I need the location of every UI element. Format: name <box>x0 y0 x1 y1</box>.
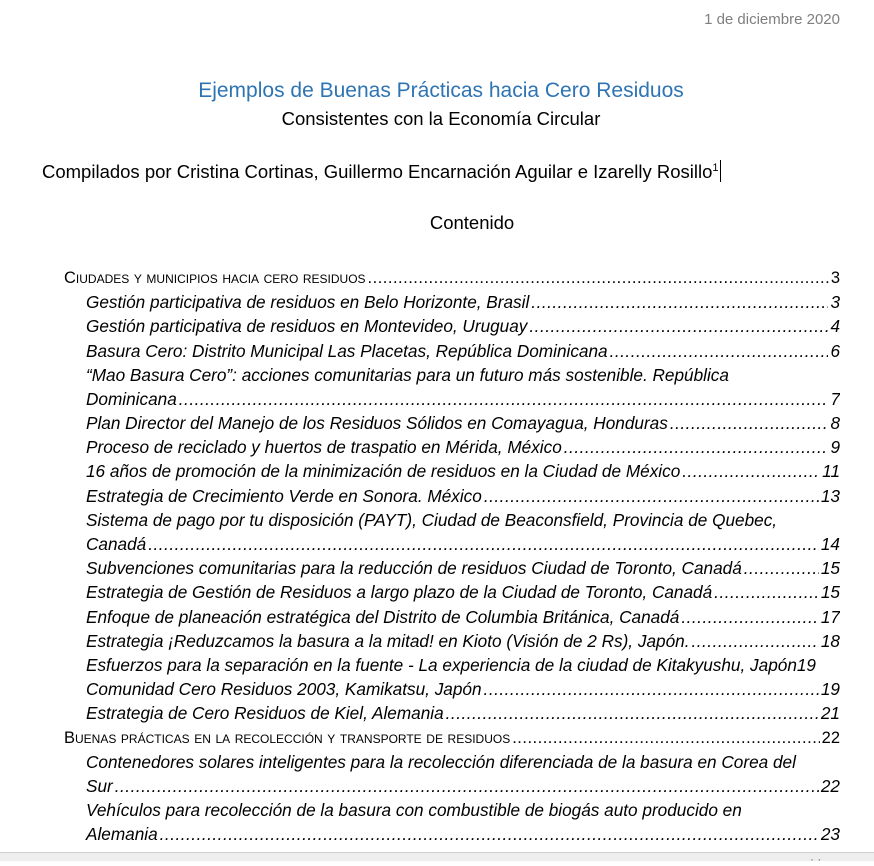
toc-page-number: 9 <box>830 437 840 458</box>
toc-page-number: 14 <box>820 534 840 555</box>
toc-entry-title: Ciudades y municipios hacia cero residuos <box>64 268 366 287</box>
toc-page-number: 22 <box>820 775 840 796</box>
toc-entry-title: Enfoque de planeación estratégica del Distrito de Columbia Británica, Canadá <box>86 606 680 627</box>
toc-entry-title: Estrategia de Gestión de Residuos a largo plazo de la Ciudad de Toronto, Canadá <box>86 582 713 603</box>
toc-entry-title: Gestión participativa de residuos en Montevideo, Uruguay <box>86 316 528 337</box>
dot-leader <box>512 726 819 750</box>
toc-section-entry[interactable] <box>64 726 840 750</box>
toc-heading: Contenido <box>429 212 515 233</box>
dot-leader <box>670 411 829 435</box>
dot-leader <box>681 605 819 629</box>
toc-entry[interactable] <box>64 798 840 822</box>
toc-page-number: 22 <box>821 728 840 747</box>
toc-entry[interactable] <box>64 556 840 580</box>
toc-entry[interactable] <box>64 363 840 387</box>
toc-entry[interactable] <box>64 314 840 338</box>
toc-entry[interactable] <box>64 750 840 774</box>
toc-page-number: 4 <box>830 316 840 337</box>
toc-entry[interactable] <box>64 387 840 411</box>
toc-entry-title: Canadá <box>86 534 147 555</box>
toc-entry-title: Estrategia de Cero Residuos de Kiel, Alemania <box>86 703 444 724</box>
toc-entry-title: Subvenciones comunitarias para la reducción de residuos Ciudad de Toronto, Canadá <box>86 558 742 579</box>
dot-leader <box>691 629 818 653</box>
toc-entry-title: Buenas prácticas en la recolección y transporte de residuos <box>64 728 511 747</box>
toc-page-number: 23 <box>820 824 840 845</box>
toc-entry[interactable] <box>64 677 840 701</box>
dot-leader <box>179 387 829 411</box>
dot-leader <box>446 701 819 725</box>
dot-leader <box>368 266 829 290</box>
toc-entry[interactable] <box>64 290 840 314</box>
authors-line[interactable] <box>42 160 721 183</box>
dot-leader <box>564 435 829 459</box>
footnote-reference[interactable]: 1 <box>712 162 719 174</box>
authors-text: Compilados por Cristina Cortinas, Guillermo Encarnación Aguilar e Izarelly Rosillo <box>42 161 713 182</box>
dot-leader <box>115 774 819 798</box>
table-of-contents <box>64 266 840 847</box>
toc-entry-title: Alemania <box>86 824 158 845</box>
toc-page-number: 19 <box>796 654 816 675</box>
toc-entry-title: Basura Cero: Distrito Municipal Las Placetas, República Dominicana <box>86 340 608 361</box>
toc-entry-title: “Mao Basura Cero”: acciones comunitarias para un futuro más sostenible. República <box>86 364 729 385</box>
document-title: Ejemplos de Buenas Prácticas hacia Cero Residuos <box>198 79 684 102</box>
toc-page-number: 21 <box>820 703 840 724</box>
toc-entry[interactable] <box>64 339 840 363</box>
toc-entry[interactable] <box>64 460 840 484</box>
toc-entry[interactable] <box>64 701 840 725</box>
dot-leader <box>744 556 819 580</box>
toc-page-number: 18 <box>820 630 840 651</box>
toc-section-entry[interactable] <box>64 266 840 290</box>
dot-leader <box>531 290 828 314</box>
toc-entry[interactable] <box>64 435 840 459</box>
toc-entry-title: Gestión participativa de residuos en Belo Horizonte, Brasil <box>86 292 530 313</box>
text-cursor <box>720 160 721 182</box>
toc-entry-title: Estrategia de Crecimiento Verde en Sonora. México <box>86 485 482 506</box>
toc-entry-title: Esfuerzos para la separación en la fuente - La experiencia de la ciudad de Kitakyushu, Japón <box>86 654 797 675</box>
toc-page-number: 11 <box>822 461 840 482</box>
toc-entry-title: Estrategia ¡Reduzcamos la basura a la mitad! en Kioto (Visión de 2 Rs), Japón. <box>86 630 690 651</box>
toc-page-number: 6 <box>830 340 840 361</box>
toc-entry[interactable] <box>64 580 840 604</box>
dot-leader <box>148 532 819 556</box>
dot-leader <box>160 822 819 846</box>
document-date: 1 de diciembre 2020 <box>704 11 840 28</box>
toc-entry[interactable] <box>64 653 840 677</box>
dot-leader <box>682 460 820 484</box>
toc-page-number: 13 <box>820 485 840 506</box>
toc-entry-title: Sur <box>86 775 113 796</box>
dot-leader <box>484 677 819 701</box>
dot-leader <box>529 314 828 338</box>
toc-entry[interactable] <box>64 774 840 798</box>
toc-entry[interactable] <box>64 822 840 846</box>
toc-page-number: 17 <box>820 606 840 627</box>
toc-entry[interactable] <box>64 411 840 435</box>
document-subtitle: Consistentes con la Economía Circular <box>281 108 601 129</box>
toc-entry-title: Plan Director del Manejo de los Residuos Sólidos en Comayagua, Honduras <box>86 413 668 434</box>
toc-page-number: 7 <box>830 388 840 409</box>
dot-leader <box>714 580 819 604</box>
next-page-fragment: · · <box>810 852 822 866</box>
toc-entry-title: Comunidad Cero Residuos 2003, Kamikatsu, Japón <box>86 679 482 700</box>
dot-leader <box>484 484 819 508</box>
toc-entry[interactable] <box>64 605 840 629</box>
toc-page-number: 3 <box>830 292 840 313</box>
toc-entry[interactable] <box>64 484 840 508</box>
toc-page-number: 19 <box>820 679 840 700</box>
toc-page-number: 8 <box>830 413 840 434</box>
toc-page-number: 15 <box>820 558 840 579</box>
toc-page-number: 3 <box>830 268 840 287</box>
toc-entry-title: Dominicana <box>86 388 177 409</box>
toc-entry-title: Sistema de pago por tu disposición (PAYT), Ciudad de Beaconsfield, Provincia de Quebec, <box>86 509 778 530</box>
toc-entry-title: Proceso de reciclado y huertos de traspatio en Mérida, México <box>86 437 562 458</box>
toc-entry[interactable] <box>64 532 840 556</box>
toc-entry-title: Contenedores solares inteligentes para la recolección diferenciada de la basura en Corea del <box>86 751 796 772</box>
toc-entry[interactable] <box>64 508 840 532</box>
toc-entry-title: Vehículos para recolección de la basura con combustible de biogás auto producido en <box>86 800 742 821</box>
toc-entry[interactable] <box>64 629 840 653</box>
toc-page-number: 15 <box>820 582 840 603</box>
toc-entry-title: 16 años de promoción de la minimización de residuos en la Ciudad de México <box>86 461 681 482</box>
dot-leader <box>610 339 829 363</box>
